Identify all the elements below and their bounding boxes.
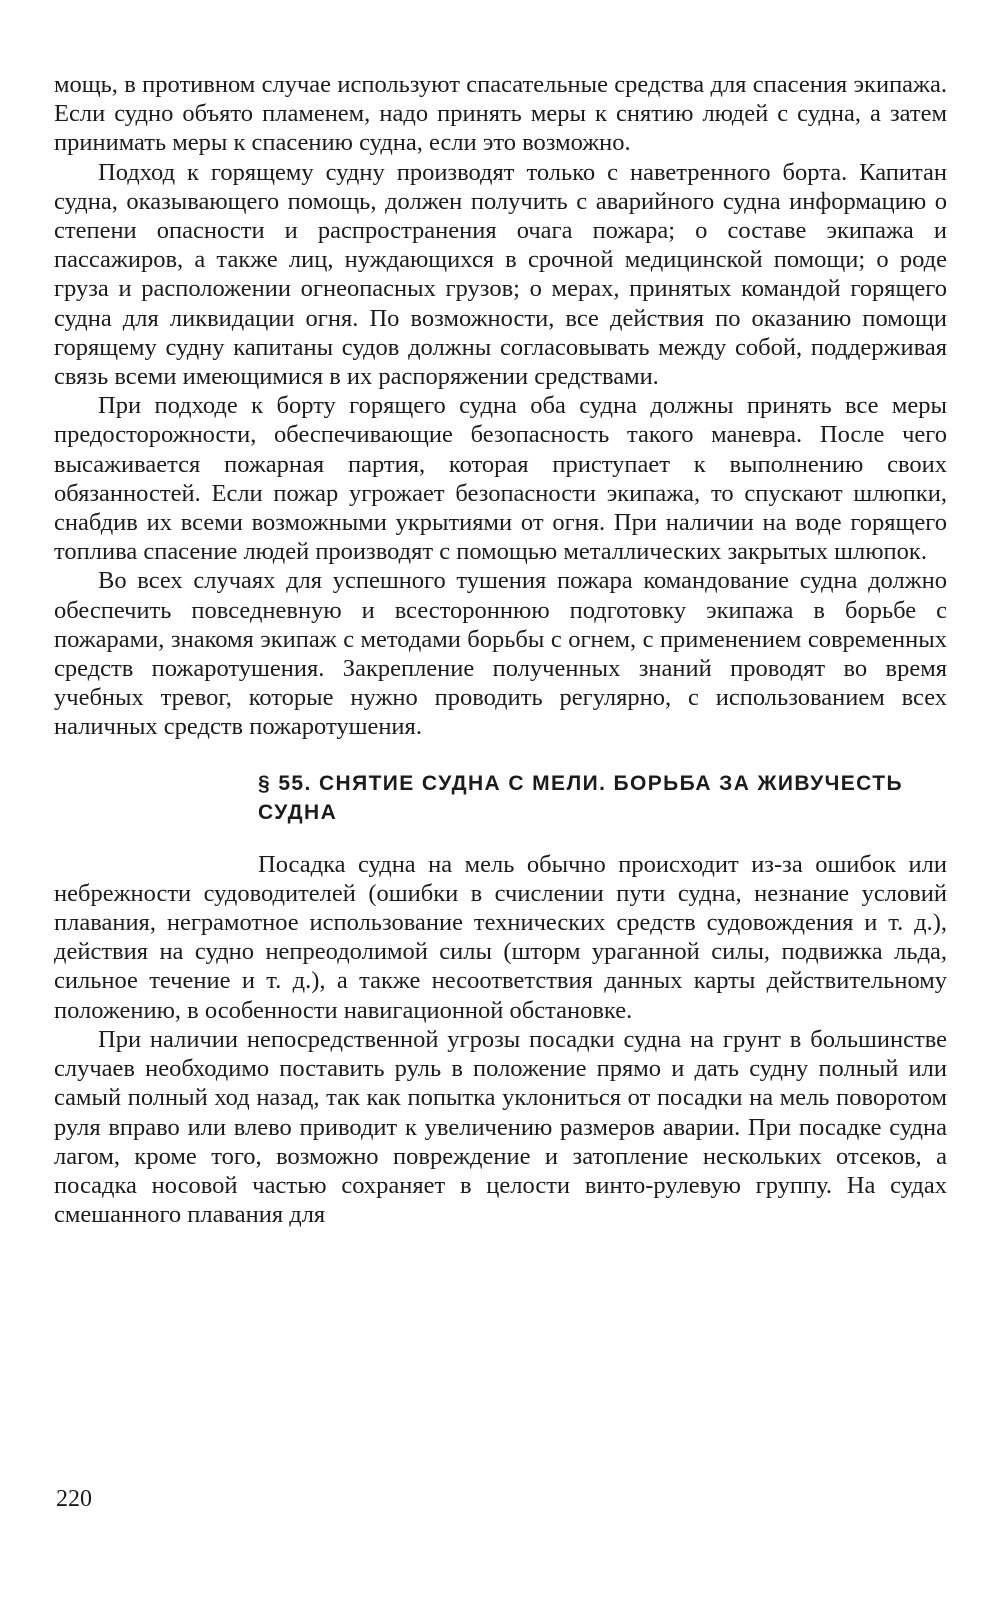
paragraph-grounding-actions: При наличии непосредственной угрозы посадки судна на грунт в большинстве случаев необходимо поставить руль в положение прямо и дать судну полный или самый полный ход назад, так как попытка уклониться от посадки на мель поворотом руля вправо или влево приводит к увеличению размеров аварии. При посадке судна лагом, кроме того, возможно повреждение и затопление нескольких отсеков, а посадка носовой частью сохраняет в целости винто-рулевую группу. На судах смешанного плавания для — [54, 1025, 947, 1229]
paragraph-approach-board: При подходе к борту горящего судна оба судна должны принять все меры предосторожности, обеспечивающие безопасность такого маневра. После чего высаживается пожарная партия, которая приступает к выполнению своих обязанностей. Если пожар угрожает безопасности экипажа, то спускают шлюпки, снабдив их всеми возможными укрытиями от огня. При наличии на воде горящего топлива спасение людей производят с помощью металлических закрытых шлюпок. — [54, 392, 947, 566]
paragraph-approach-windward: Подход к горящему судну производят только с наветренного борта. Капитан судна, оказывающего помощь, должен получить с аварийного судна информацию о степени опасности и распространения очага пожара; о составе экипажа и пассажиров, а также лиц, нуждающихся в срочной медицинской помощи; о роде груза и расположении огнеопасных грузов; о мерах, принятых командой горящего судна для ликвидации огня. По возможности, все действия по оказанию помощи горящему судну капитаны судов должны согласовывать между собой, поддерживая связь всеми имеющимися в их распоряжении средствами. — [54, 158, 947, 391]
paragraph-crew-training: Во всех случаях для успешного тушения пожара командование судна должно обеспечить повседневную и всестороннюю подготовку экипажа в борьбе с пожарами, знакомя экипаж с методами борьбы с огнем, с применением современных средств пожаротушения. Закрепление полученных знаний проводят во время учебных тревог, которые нужно проводить регулярно, с использованием всех наличных средств пожаротушения. — [54, 567, 947, 741]
page-number: 220 — [56, 1486, 92, 1512]
section-heading: § 55. СНЯТИЕ СУДНА С МЕЛИ. БОРЬБА ЗА ЖИВУЧЕСТЬ СУДНА — [258, 771, 903, 824]
page-body — [54, 70, 947, 1229]
paragraph-grounding-causes: Посадка судна на мель обычно происходит из-за ошибок или небрежности судоводителей (ошибки в счислении пути судна, незнание условий плавания, неграмотное использование технических средств судовождения и т. д.), действия на судно непреодолимой силы (шторм ураганной силы, подвижка льда, сильное течение и т. д.), а также несоответствия данных карты действительному положению, в особенности навигационной обстановке. — [54, 850, 947, 1024]
paragraph-rescue-crew: мощь, в противном случае используют спасательные средства для спасения экипажа. Если судно объято пламенем, надо принять меры к снятию людей с судна, а затем принимать меры к спасению судна, если это возможно. — [54, 71, 947, 157]
